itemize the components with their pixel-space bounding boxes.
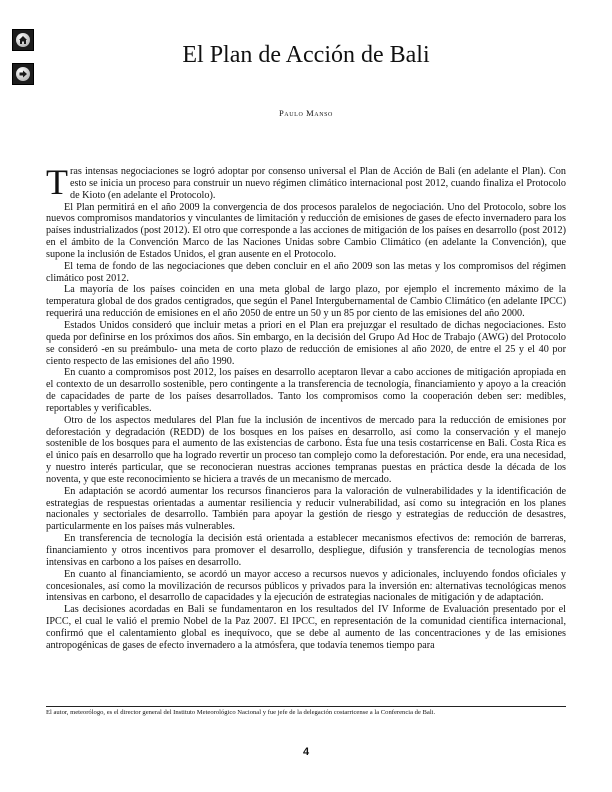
paragraph: Otro de los aspectos medulares del Plan fue la inclusión de incentivos de mercado para la reducción de emisiones por deforestación y degradación (REDD) de los bosques en los países en desarrollo, así como la conservación y el manejo sostenible de los bosques para el aumento de las existencias de carbono. Ésta fue una tesis costarricense en Bali. Costa Rica es el único país en desarrollo que ha logrado revertir un proceso tan complejo como la deforestación. Por ende, era una necesidad, y nuestro interés particular, que se reconocieran nuestras acciones tempranas puestas en práctica desde la década de los noventa, y que este reconocimiento se hiciera a través de un mecanismo de mercado. — [46, 414, 566, 485]
paragraph: Las decisiones acordadas en Bali se fundamentaron en los resultados del IV Informe de Evaluación presentado por el IPCC, el cual le valió el premio Nobel de la Paz 2007. El IPCC, en representación de la comunidad científica internacional, confirmó que el calentamiento global es inequívoco, que se debe al aumento de las concentraciones y de las emisiones antropogénicas de gases de efecto invernadero a la atmósfera, que todavía tenemos tiempo para — [46, 604, 566, 651]
paragraph: El Plan permitirá en el año 2009 la convergencia de dos procesos paralelos de negociación. Uno del Protocolo, sobre los nuevos compromisos mandatorios y vinculantes de limitación y reducción de emisiones de gases de efecto invernadero para los países industrializados (post 2012). El otro que corresponde a las acciones de mitigación de los países en desarrollo (post 2012) en el ámbito de la Convención Marco de las Naciones Unidas sobre Cambio Climático (en adelante la Convención), que supone la inclusión de Estados Unidos, el gran ausente en el Protocolo. — [46, 201, 566, 260]
paragraph: Estados Unidos consideró que incluir metas a priori en el Plan era prejuzgar el resultado de dichas negociaciones. Esto queda por definirse en los próximos dos años. Sin embargo, en la decisión del Grupo Ad Hoc de Trabajo (AWG) del Protocolo se consideró -en su preámbulo- una meta de corto plazo de reducción de emisiones al año 2020, de entre el 25 y el 40 por ciento respecto de las emisiones del año 1990. — [46, 319, 566, 367]
footnote-divider — [46, 706, 566, 707]
footnote: El autor, meteorólogo, es el director general del Instituto Meteorológico Nacional y fue jefe de la delegación costarricense a la Conferencia de Bali. — [46, 709, 436, 716]
paragraph: En cuanto a compromisos post 2012, los países en desarrollo aceptaron llevar a cabo acciones de mitigación apropiada en el contexto de un desarrollo sostenible, pero contingente a la transferencia de tecnología, financiamiento y apoyo a la creación de capacidades de parte de los países desarrollados. Tanto los compromisos como la cooperación deben ser: medibles, reportables y verificables. — [46, 367, 566, 414]
drop-cap: T — [46, 162, 68, 202]
paragraph: En cuanto al financiamiento, se acordó un mayor acceso a recursos nuevos y adicionales, incluyendo fondos oficiales y concesionales, así como la movilización de recursos públicos y privados para la inversión en: alternativas tecnológicas menos intensivas en carbono, el desarrollo de capacidades y la ejecución de estrategias nacionales de mitigación y de adaptación. — [46, 568, 566, 604]
article-body — [46, 162, 566, 652]
author-name: Paulo Manso — [278, 108, 333, 118]
page-number: 4 — [302, 746, 310, 758]
paragraph: El tema de fondo de las negociaciones que deben concluir en el año 2009 son las metas y los compromisos del régimen climático post 2012. — [46, 260, 566, 284]
paragraph: Tras intensas negociaciones se logró adoptar por consenso universal el Plan de Acción de Bali (en adelante el Plan). Con esto se inicia un proceso para construir un nuevo régimen climático internacional post 2012, cuando finaliza el Protocolo de Kioto (en adelante el Protocolo). — [46, 162, 566, 202]
arrow-right-icon — [16, 67, 30, 81]
document-title: El Plan de Acción de Bali — [182, 42, 430, 68]
paragraph: En adaptación se acordó aumentar los recursos financieros para la valoración de vulnerabilidades y la identificación de estrategias de respuestas orientadas a aumentar resiliencia y reducir vulnerabilidad, así como su integración en los planes nacionales y sectoriales de desarrollo. También para apoyar la gestión de riesgo y estrategias de reducción de desastres, particularmente en los países más vulnerables. — [46, 485, 566, 533]
paragraph: En transferencia de tecnología la decisión está orientada a establecer mecanismos efectivos de: remoción de barreras, financiamiento y otros incentivos para promover el desarrollo, despliegue, difusión y transferencia de tecnologías menos intensivas en carbono a los países en desarrollo. — [46, 533, 566, 568]
paragraph: La mayoría de los países coinciden en una meta global de largo plazo, por ejemplo el incremento máximo de la temperatura global de dos grados centigrados, que según el Panel Intergubernamental de Cambio Climático (en adelante IPCC) requerirá una reducción de emisiones en el año 2050 de entre un 50 y un 85 por ciento de las emisiones del año 2000. — [46, 284, 566, 320]
